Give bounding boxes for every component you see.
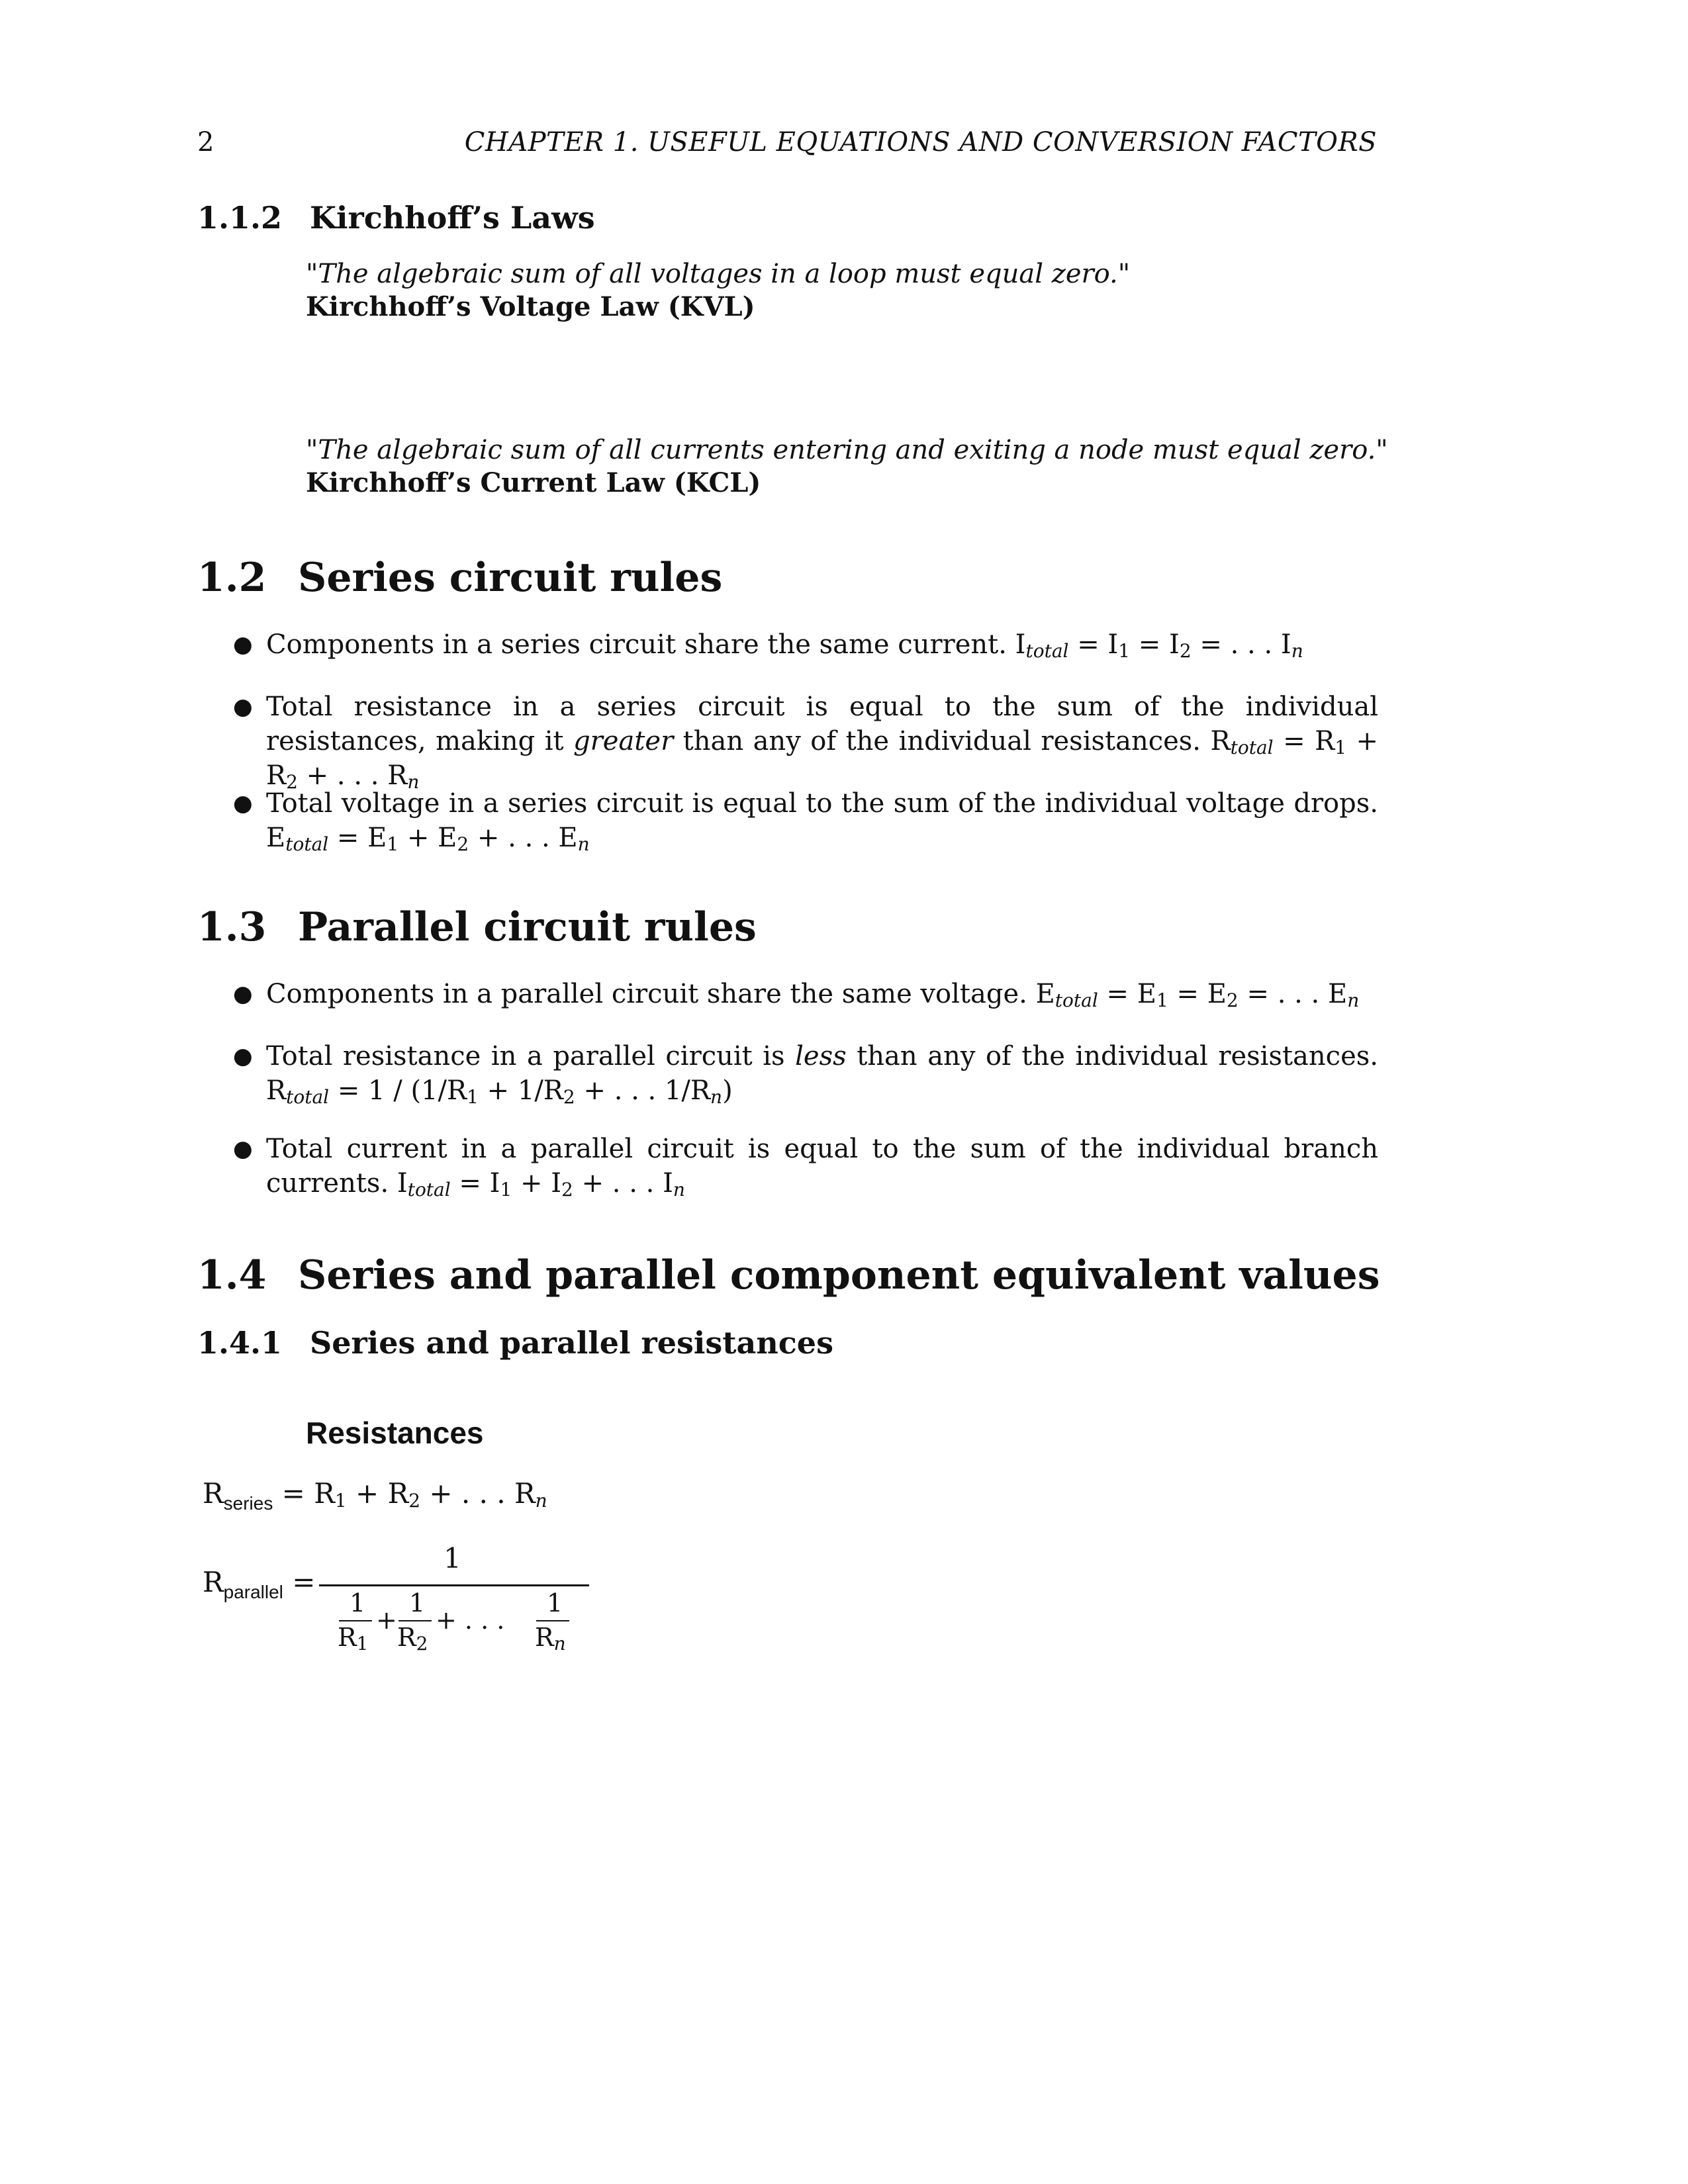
plus-sign: + (376, 1606, 397, 1635)
page-number: 2 (197, 127, 214, 158)
item-emphasis: less (795, 1041, 847, 1071)
kcl-name: Kirchhoff’s Current Law (KCL) (306, 467, 761, 498)
formula-series-current: $I_{total} = I_1 = I_2$ = . . . $I_n$ (1015, 629, 1303, 662)
subsection-number: 1.1.2 (197, 200, 283, 236)
kcl-quote: "The algebraic sum of all currents entering and exiting a node must equal zero." (306, 435, 1388, 465)
fraction-bar (536, 1620, 569, 1621)
formula-series-voltage: $E_{total} = E_1 + E_2$ + . . . $E_n$ (266, 823, 590, 855)
section-title: Parallel circuit rules (298, 904, 757, 950)
denominator-one: 1 (350, 1588, 366, 1617)
main-fraction-bar (319, 1584, 589, 1586)
running-head: CHAPTER 1. USEFUL EQUATIONS AND CONVERSION FACTORS (464, 127, 1377, 158)
section-number: 1.4 (197, 1252, 267, 1298)
list-item (233, 627, 1378, 662)
fraction-bar (399, 1620, 432, 1621)
denominator-r1: $R_1$ (338, 1623, 369, 1655)
list-item (233, 1039, 1378, 1108)
item-text: Total resistance in a parallel circuit is (266, 1041, 785, 1071)
bullet-icon: ● (233, 981, 253, 1007)
formula-parallel-current: $I_{total} = I_1 + I_2$ + . . . $I_n$ (397, 1168, 685, 1201)
subsection-heading-kirchhoff (197, 200, 595, 236)
bullet-icon: ● (233, 694, 253, 720)
equation-r-series: $R_{series} = R_1 + R_2$ + . . . $R_n$ (203, 1477, 547, 1514)
bullet-icon: ● (233, 631, 253, 658)
r-parallel-subscript: parallel (223, 1582, 283, 1602)
equation-r-parallel (203, 1542, 600, 1674)
item-text: than any of the individual resistances. (682, 726, 1201, 756)
section-title: Series circuit rules (298, 555, 723, 601)
subsection-title: Series and parallel resistances (310, 1325, 833, 1361)
list-item (233, 690, 1378, 793)
item-text: Total resistance in a series circuit is equal to the sum of the individual resistances, making it (266, 692, 1378, 756)
denominator-rn: $R_n$ (535, 1623, 566, 1655)
formula-parallel-resistance: $R_{total} = 1 / (1/R_1 + 1/R_2$ + . . . $1/R_n$) (266, 1075, 733, 1108)
item-text: Total voltage in a series circuit is equal to the sum of the individual voltage drops. (266, 788, 1378, 819)
bullet-icon: ● (233, 1136, 253, 1162)
item-text: than any of the individual resistances. (857, 1041, 1378, 1071)
list-item (233, 1132, 1378, 1201)
subsection-heading-resistances (197, 1325, 833, 1361)
plus-ellipsis: + . . . (436, 1606, 505, 1635)
denominator-one: 1 (409, 1588, 426, 1617)
item-text: Total current in a parallel circuit is equal to the sum of the individual branch currents. (266, 1134, 1378, 1199)
item-text: Components in a parallel circuit share the same voltage. (266, 979, 1027, 1009)
list-item (233, 977, 1378, 1011)
section-heading-parallel (197, 904, 757, 950)
r-parallel-lhs: $R_{parallel}$ = (203, 1566, 316, 1602)
r-series-subscript: series (223, 1493, 273, 1514)
denominator-r2: $R_2$ (397, 1623, 428, 1655)
bullet-icon: ● (233, 1043, 253, 1069)
fraction-bar (339, 1620, 372, 1621)
section-heading-series (197, 555, 722, 601)
figure-title: Resistances (306, 1416, 484, 1450)
subsection-title: Kirchhoff’s Laws (310, 200, 595, 236)
list-item (233, 786, 1378, 855)
section-number: 1.3 (197, 904, 267, 950)
numerator-one: 1 (444, 1542, 461, 1574)
subsection-number: 1.4.1 (197, 1325, 283, 1361)
item-text: Components in a series circuit share the same current. (266, 629, 1007, 660)
section-title: Series and parallel component equivalent values (298, 1252, 1380, 1298)
bullet-icon: ● (233, 790, 253, 817)
section-heading-equivalents (197, 1252, 1380, 1298)
section-number: 1.2 (197, 555, 267, 601)
formula-series-resistance: $R_{total} = R_1 + R_2$ + . . . $R_n$ (266, 726, 1379, 793)
denominator-one: 1 (547, 1588, 563, 1617)
item-emphasis: greater (573, 726, 674, 756)
kvl-name: Kirchhoff’s Voltage Law (KVL) (306, 291, 755, 322)
kvl-quote: "The algebraic sum of all voltages in a loop must equal zero." (306, 259, 1131, 289)
formula-parallel-voltage: $E_{total} = E_1 = E_2$ = . . . $E_n$ (1035, 979, 1360, 1011)
